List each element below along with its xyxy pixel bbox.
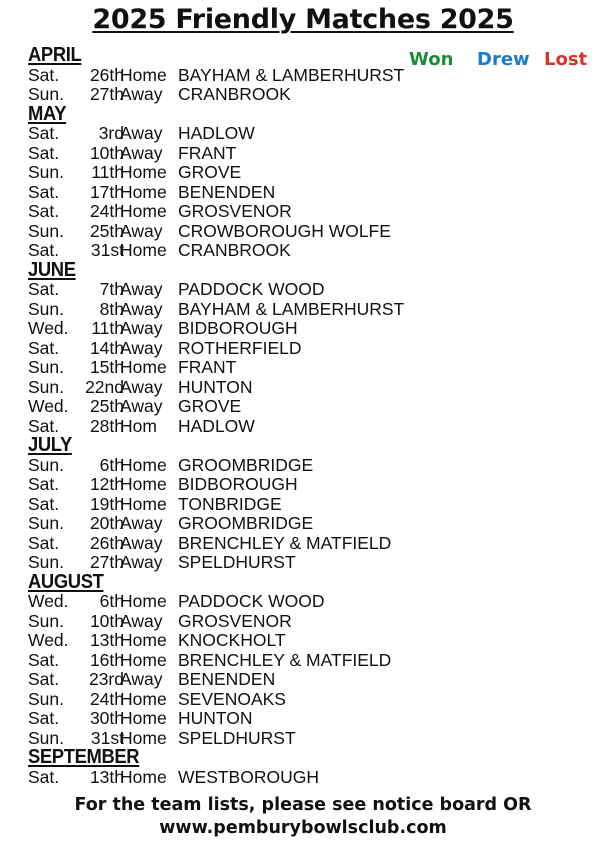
fixture-date: 19th (89, 493, 124, 514)
fixture-venue: Home (120, 64, 167, 85)
fixture-venue: Away (120, 84, 163, 104)
month-heading-may: MAY (28, 102, 67, 125)
fixture-date: 24th (89, 201, 124, 221)
fixture-day: Sat. (28, 201, 60, 221)
fixture-row (28, 475, 588, 495)
page-title (0, 4, 606, 35)
fixture-date: 25th (89, 220, 124, 241)
fixture-row (28, 534, 588, 554)
fixture-day: Sat. (28, 493, 60, 514)
fixture-venue: Away (120, 376, 163, 397)
fixture-date: 22nd (85, 376, 124, 397)
fixture-day: Wed. (28, 396, 69, 416)
fixture-opponent: CROWBOROUGH WOLFE (178, 220, 391, 241)
fixture-venue: Away (120, 552, 163, 572)
fixture-opponent: BRENCHLEY & MATFIELD (178, 649, 392, 670)
fixture-day: Sun. (28, 552, 64, 572)
fixture-venue: Home (120, 454, 167, 475)
month-heading-april: APRIL (28, 44, 82, 66)
fixture-opponent: SEVENOAKS (178, 688, 286, 709)
fixture-date: 26th (89, 64, 124, 85)
fixture-date: 20th (89, 513, 124, 533)
fixture-venue: Home (120, 493, 167, 514)
fixture-opponent: GROOMBRIDGE (178, 454, 314, 475)
fixture-venue: Away (120, 279, 163, 299)
fixture-day: Sun. (28, 454, 64, 475)
fixture-day: Sun. (28, 357, 64, 377)
fixture-day: Sat. (28, 181, 60, 202)
fixture-opponent: KNOCKHOLT (178, 630, 286, 650)
month-heading-september: SEPTEMBER (28, 746, 140, 768)
fixture-opponent: PADDOCK WOOD (178, 279, 325, 299)
fixture-date: 8th (99, 298, 124, 319)
fixture-venue: Home (120, 240, 167, 260)
fixture-day: Sat. (28, 649, 60, 670)
fixture-opponent: SPELDHURST (178, 727, 296, 748)
month-heading-july: JULY (28, 434, 72, 456)
fixture-venue: Hom (120, 415, 157, 436)
fixture-venue: Home (120, 591, 167, 611)
fixture-row (28, 631, 588, 651)
fixture-opponent: CRANBROOK (178, 84, 291, 104)
fixture-row (28, 592, 588, 612)
fixture-list (28, 46, 588, 787)
fixture-opponent: PADDOCK WOOD (178, 591, 325, 611)
fixture-day: Sat. (28, 240, 60, 260)
fixture-opponent: HADLOW (178, 123, 255, 143)
fixture-day: Sun. (28, 688, 64, 709)
fixture-day: Sun. (28, 298, 64, 319)
fixture-row (28, 709, 588, 729)
fixture-venue: Home (120, 649, 167, 670)
fixture-row (28, 319, 588, 339)
legend-lost: Lost (544, 49, 588, 70)
fixture-row (28, 144, 588, 164)
fixture-opponent: BENENDEN (178, 669, 276, 689)
fixture-date: 6th (99, 454, 124, 475)
fixture-day: Sun. (28, 220, 64, 241)
legend-drew: Drew (477, 49, 530, 70)
fixture-opponent: BENENDEN (178, 181, 276, 202)
fixture-date: 31st (90, 727, 124, 748)
fixture-opponent: SPELDHURST (178, 552, 296, 572)
fixture-date: 10th (89, 142, 124, 163)
fixture-day: Sat. (28, 474, 60, 494)
fixture-opponent: BAYHAM & LAMBERHURST (178, 298, 405, 319)
fixture-date: 12th (89, 474, 124, 494)
fixture-date: 30th (89, 708, 124, 728)
fixture-opponent: GROVE (178, 162, 242, 182)
fixture-date: 6th (99, 591, 124, 611)
month-heading-june: JUNE (28, 258, 76, 281)
fixture-day: Wed. (28, 591, 69, 611)
fixture-venue: Home (120, 688, 167, 709)
fixture-date: 11th (91, 318, 124, 338)
footer-note: For the team lists, please see notice board OR (74, 795, 532, 815)
fixture-date: 13th (89, 766, 124, 787)
fixture-date: 11th (91, 162, 124, 182)
fixture-row (28, 183, 588, 203)
fixture-opponent: FRANT (178, 357, 237, 377)
fixture-opponent: CRANBROOK (178, 240, 291, 260)
fixture-venue: Away (120, 337, 163, 358)
fixture-venue: Away (120, 513, 163, 533)
fixture-day: Sun. (28, 84, 64, 104)
fixture-date: 13th (89, 630, 124, 650)
fixture-row (28, 222, 588, 242)
fixture-opponent: TONBRIDGE (178, 493, 282, 514)
fixture-row (28, 300, 588, 320)
fixture-venue: Away (120, 396, 163, 416)
fixture-opponent: GROOMBRIDGE (178, 513, 314, 533)
fixture-date: 27th (89, 552, 124, 572)
fixture-row (28, 339, 588, 359)
fixture-row (28, 495, 588, 515)
fixture-day: Sat. (28, 766, 60, 787)
fixture-date: 10th (89, 610, 124, 631)
fixture-day: Sun. (28, 610, 64, 631)
fixture-row (28, 241, 588, 261)
fixture-day: Sun. (28, 513, 64, 533)
fixture-venue: Home (120, 474, 167, 494)
fixture-day: Sun. (28, 727, 64, 748)
fixture-row (28, 378, 588, 398)
fixture-opponent: HUNTON (178, 708, 253, 728)
fixture-row (28, 397, 588, 417)
fixture-date: 25th (89, 396, 124, 416)
fixture-day: Wed. (28, 318, 69, 338)
fixture-date: 3rd (98, 123, 124, 143)
fixture-venue: Home (120, 708, 167, 728)
fixture-row (28, 66, 588, 86)
fixture-opponent: BAYHAM & LAMBERHURST (178, 64, 405, 85)
fixture-venue: Away (120, 610, 163, 631)
fixture-date: 23rd (88, 669, 124, 689)
fixture-date: 17th (89, 181, 124, 202)
fixture-day: Sat. (28, 415, 60, 436)
fixture-date: 16th (89, 649, 124, 670)
fixture-opponent: GROSVENOR (178, 610, 292, 631)
fixture-date: 24th (89, 688, 124, 709)
fixture-row (28, 85, 588, 105)
fixture-opponent: HADLOW (178, 415, 255, 436)
fixture-venue: Away (120, 142, 163, 163)
fixture-row (28, 456, 588, 476)
fixture-date: 7th (99, 279, 124, 299)
fixture-row (28, 514, 588, 534)
fixture-venue: Home (120, 357, 167, 377)
fixture-day: Wed. (28, 630, 69, 650)
fixture-day: Sat. (28, 337, 60, 358)
fixture-opponent: BIDBOROUGH (178, 318, 298, 338)
fixture-date: 14th (89, 337, 124, 358)
fixture-venue: Home (120, 766, 167, 787)
fixture-date: 15th (89, 357, 124, 377)
fixture-day: Sat. (28, 532, 60, 553)
fixture-opponent: GROSVENOR (178, 201, 292, 221)
fixture-row (28, 612, 588, 632)
fixture-venue: Home (120, 181, 167, 202)
fixture-day: Sat. (28, 142, 60, 163)
fixture-day: Sat. (28, 279, 60, 299)
fixture-opponent: WESTBOROUGH (178, 766, 319, 787)
fixture-date: 27th (89, 84, 124, 104)
fixture-day: Sun. (28, 162, 64, 182)
fixture-date: 26th (89, 532, 124, 553)
fixture-venue: Away (120, 669, 163, 689)
fixture-venue: Away (120, 532, 163, 553)
page-title-text: 2025 Friendly Matches 2025 (92, 4, 514, 35)
legend-won: Won (409, 49, 454, 70)
fixture-venue: Away (120, 298, 163, 319)
fixture-opponent: FRANT (178, 142, 237, 163)
fixture-venue: Home (120, 162, 167, 182)
fixture-opponent: BIDBOROUGH (178, 474, 298, 494)
fixture-day: Sat. (28, 708, 60, 728)
fixture-opponent: HUNTON (178, 376, 253, 397)
fixture-venue: Home (120, 727, 167, 748)
fixture-venue: Away (120, 318, 163, 338)
fixture-row (28, 651, 588, 671)
fixture-opponent: GROVE (178, 396, 242, 416)
fixture-day: Sat. (28, 669, 60, 689)
fixture-row (28, 358, 588, 378)
footer-website[interactable]: www.pemburybowlsclub.com (159, 818, 447, 838)
fixture-opponent: BRENCHLEY & MATFIELD (178, 532, 392, 553)
fixture-row (28, 202, 588, 222)
fixture-row (28, 417, 588, 437)
fixture-opponent: ROTHERFIELD (178, 337, 302, 358)
fixture-venue: Home (120, 201, 167, 221)
fixture-row (28, 280, 588, 300)
fixture-venue: Home (120, 630, 167, 650)
fixture-row (28, 553, 588, 573)
fixture-row (28, 670, 588, 690)
fixture-row (28, 690, 588, 710)
month-heading-august: AUGUST (28, 570, 104, 593)
fixture-row (28, 768, 588, 788)
fixture-day: Sat. (28, 123, 60, 143)
fixture-day: Sun. (28, 376, 64, 397)
fixture-venue: Away (120, 220, 163, 241)
fixture-row (28, 124, 588, 144)
fixture-row (28, 163, 588, 183)
fixture-date: 31st (90, 240, 124, 260)
fixture-venue: Away (120, 123, 163, 143)
fixture-date: 28th (89, 415, 124, 436)
fixture-day: Sat. (28, 64, 60, 85)
